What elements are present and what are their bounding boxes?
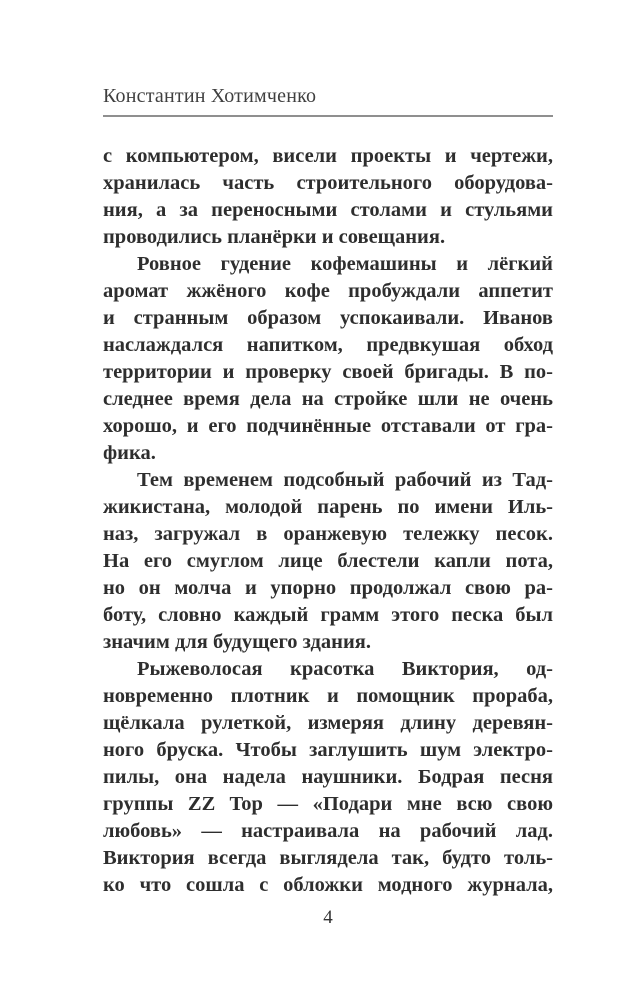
text-line: хорошо, и его подчинённые отставали от гра-: [103, 415, 553, 437]
text-line: группы ZZ Top — «Подари мне всю свою: [103, 793, 553, 815]
text-line: ного бруска. Чтобы заглушить шум электро-: [103, 739, 553, 761]
text-line: Рыжеволосая красотка Виктория, од-: [137, 658, 553, 680]
paragraph: [103, 251, 553, 467]
text-line: Виктория всегда выглядела так, будто толь-: [103, 847, 553, 869]
text-line: щёлкала рулеткой, измеряя длину деревян-: [103, 712, 553, 734]
text-line: пилы, она надела наушники. Бодрая песня: [103, 766, 553, 788]
header-rule: [103, 115, 553, 117]
body-text: [103, 143, 553, 899]
text-line: с компьютером, висели проекты и чертежи,: [103, 145, 553, 167]
paragraph: [103, 656, 553, 899]
text-line: проводились планёрки и совещания.: [103, 226, 446, 248]
text-line: наслаждался напитком, предвкушая обход: [103, 334, 553, 356]
text-line: значим для будущего здания.: [103, 631, 371, 653]
page-number: 4: [323, 907, 333, 928]
paragraph: [103, 467, 553, 656]
text-line: наз, загружал в оранжевую тележку песок.: [103, 523, 553, 545]
text-line: новременно плотник и помощник прораба,: [103, 685, 553, 707]
book-page: [103, 0, 553, 1000]
text-line: территории и проверку своей бригады. В по-: [103, 361, 553, 383]
text-line: На его смуглом лице блестели капли пота,: [103, 550, 553, 572]
text-line: любовь» — настраивала на рабочий лад.: [103, 820, 553, 842]
text-line: Ровное гудение кофемашины и лёгкий: [137, 253, 553, 275]
text-line: ния, а за переносными столами и стульями: [103, 199, 553, 221]
running-header-author: Константин Хотимченко: [103, 85, 317, 107]
text-line: и странным образом успокаивали. Иванов: [103, 307, 553, 329]
text-line: фика.: [103, 442, 156, 464]
text-line: жикистана, молодой парень по имени Иль-: [103, 496, 553, 518]
text-line: но он молча и упорно продолжал свою ра-: [103, 577, 553, 599]
text-line: хранилась часть строительного оборудова-: [103, 172, 553, 194]
text-line: следнее время дела на стройке шли не очень: [103, 388, 553, 410]
text-line: Тем временем подсобный рабочий из Тад-: [137, 469, 553, 491]
text-line: ко что сошла с обложки модного журнала,: [103, 874, 553, 896]
text-line: боту, словно каждый грамм этого песка был: [103, 604, 553, 626]
paragraph: [103, 143, 553, 251]
text-line: аромат жжёного кофе пробуждали аппетит: [103, 280, 553, 302]
